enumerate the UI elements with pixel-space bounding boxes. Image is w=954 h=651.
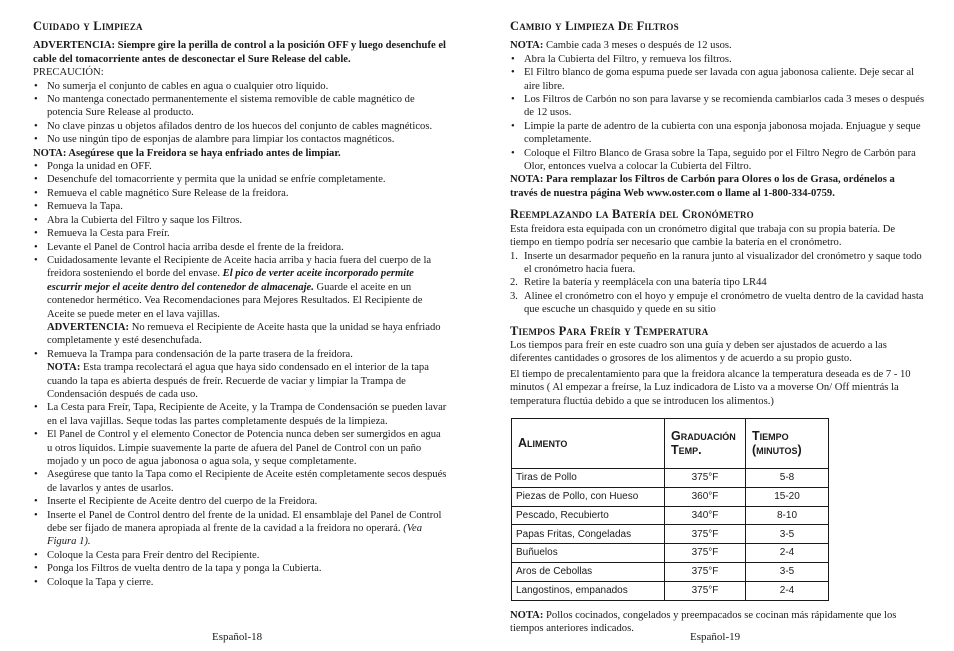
end-note-text: Pollos cocinados, congelados y preempacados se cocinan más rápidamente que los tiempos anteriores indicados. xyxy=(510,609,897,634)
time-cell: 15-20 xyxy=(746,487,829,506)
list-item: • No sumerja el conjunto de cables en agua o cualquier otro líquido. xyxy=(33,80,448,93)
time-cell: 8-10 xyxy=(746,506,829,525)
right-page xyxy=(510,20,925,635)
list-item: • Coloque el Filtro Blanco de Grasa sobre la Tapa, seguido por el Filtro Negro de Carbón para Olor, entonces vuelva a colocar la Cubierta del Filtro. xyxy=(510,147,925,174)
list-item: • Los Filtros de Carbón no son para lavarse y se recomienda cambiarlos cada 3 meses o después de 12 usos. xyxy=(510,93,925,120)
list-item xyxy=(510,290,925,317)
table-row xyxy=(512,487,829,506)
times-paragraph-2: El tiempo de precalentamiento para que la freidora alcance la temperatura deseada es de 7 - 10 minutos ( Al empezar a freírse, la Luz indicadora de Listo va a moverse On/ Off mientrás la temperatura fluctúa debido a que se introducen los alimentos.) xyxy=(510,368,911,407)
list-item-oil-container xyxy=(33,254,448,348)
header-time: Tiempo (minutos) xyxy=(746,418,829,468)
time-cell: 3-5 xyxy=(746,525,829,544)
temp-cell: 375°F xyxy=(665,562,746,581)
battery-title: Reemplazando la Batería del Cronómetro xyxy=(510,207,754,222)
step-text: Alinee el cronómetro con el hoyo y empuje el cronómetro de vuelta dentro de la cavidad hasta que escuche un chasquido y quede en su sitio xyxy=(524,290,924,316)
food-cell: Buñuelos xyxy=(512,544,665,563)
list-item: • Inserte el Recipiente de Aceite dentro del cuerpo de la Freidora. xyxy=(33,495,448,508)
cleaning-steps xyxy=(33,160,448,589)
list-item: • La Cesta para Freír, Tapa, Recipiente de Aceite, y la Trampa de Condensación se pueden lavar en el lava vajillas. Seque todas las partes completamente después de la limpieza. xyxy=(33,401,448,428)
list-item xyxy=(510,250,925,277)
list-item: • Ponga los Filtros de vuelta dentro de la tapa y ponga la Cubierta. xyxy=(33,562,448,575)
list-item: • Coloque la Cesta para Freír dentro del Recipiente. xyxy=(33,549,448,562)
frying-table xyxy=(511,418,829,601)
filters-note-label: NOTA: xyxy=(510,40,544,52)
trap-note-label: NOTA: xyxy=(47,362,81,374)
food-cell: Aros de Cebollas xyxy=(512,562,665,581)
temp-cell: 375°F xyxy=(665,581,746,600)
food-cell: Langostinos, empanados xyxy=(512,581,665,600)
care-title: Cuidado y Limpieza xyxy=(33,19,143,33)
oil-spout-emphasis: El pico de verter aceite incorporado permite escurrir mejor el aceite dentro del contenedor de almacenaje. xyxy=(47,268,414,293)
food-cell: Tiras de Pollo xyxy=(512,468,665,487)
table-header-row xyxy=(512,418,829,468)
list-item: • Asegúrese que tanto la Tapa como el Recipiente de Aceite estén completamente secos después de lavarlos y antes de usarlos. xyxy=(33,468,448,495)
times-title: Tiempos Para Freír y Temperatura xyxy=(510,323,709,338)
table-row xyxy=(512,468,829,487)
list-item xyxy=(510,276,925,289)
step-number: 3. xyxy=(510,290,518,302)
table-row xyxy=(512,562,829,581)
cool-note: NOTA: Asegúrese que la Freidora se haya enfriado antes de limpiar. xyxy=(33,147,341,159)
list-item-condensation-trap xyxy=(33,348,448,402)
battery-intro: Esta freidora esta equipada con un cronómetro digital que trabaja con su propia batería. De tiempo en tiempo podría ser necesario que cambie la batería en el cronómetro. xyxy=(510,223,896,249)
list-item: • No clave pinzas u objetos afilados dentro de los huecos del conjunto de cables magnéticos. xyxy=(33,120,448,133)
filters-title: Cambio y Limpieza De Filtros xyxy=(510,19,679,33)
food-cell: Papas Fritas, Congeladas xyxy=(512,525,665,544)
list-item: • Levante el Panel de Control hacia arriba desde el frente de la freidora. xyxy=(33,241,448,254)
figure-reference: (Vea Figura 1). xyxy=(47,523,423,548)
temp-cell: 375°F xyxy=(665,525,746,544)
left-page xyxy=(33,20,448,589)
warning-block: ADVERTENCIA: Siempre gire la perilla de control a la posición OFF y luego desenchufe el cable del tomacorriente antes de desconectar el Sure Release del cable. xyxy=(33,40,446,65)
list-item: • Remueva el cable magnético Sure Release de la freidora. xyxy=(33,187,448,200)
trap-text: Remueva la Trampa para condensación de la parte trasera de la freidora. xyxy=(47,348,353,360)
panel-text: Inserte el Panel de Control dentro del frente de la unidad. El ensamblaje del Panel de Control debe ser fijado de manera apropiada al frente de la cavidad a la freidora no operará. xyxy=(47,509,442,535)
list-item: • Remueva la Cesta para Freír. xyxy=(33,227,448,240)
temp-cell: 340°F xyxy=(665,506,746,525)
step-number: 2. xyxy=(510,277,518,289)
list-item: • El Filtro blanco de goma espuma puede ser lavada con agua jabonosa caliente. Deje secar al aire libre. xyxy=(510,66,925,93)
list-item: • Coloque la Tapa y cierre. xyxy=(33,576,448,589)
table-row xyxy=(512,525,829,544)
list-item: • Abra la Cubierta del Filtro, y remueva los filtros. xyxy=(510,53,925,66)
oil-warning-text: No remueva el Recipiente de Aceite hasta que la unidad se haya enfriado completamente y esté desenchufada. xyxy=(47,321,441,347)
times-paragraph-1: Los tiempos para freír en este cuadro son una guía y deben ser ajustados de acuerdo a las diferentes cantidades o grosores de los alimentos y de acuerdo a su propio gusto. xyxy=(510,339,887,365)
table-row xyxy=(512,506,829,525)
list-item: • Abra la Cubierta del Filtro y saque los Filtros. xyxy=(33,214,448,227)
list-item: • El Panel de Control y el elemento Conector de Potencia nunca deben ser sumergidos en agua u otros líquidos. Limpie suavemente la parte de afuera del Panel de Control con un paño mojado y un poco de agua jabonosa o agua sola, y seque completamente. xyxy=(33,428,448,468)
header-food: Alimento xyxy=(512,418,665,468)
list-item: • Remueva la Tapa. xyxy=(33,200,448,213)
table-row xyxy=(512,544,829,563)
temp-cell: 375°F xyxy=(665,468,746,487)
oil-text-1: Cuidadosamente levante el Recipiente de Aceite hacia arriba y hacia fuera del cuerpo de la freidora sosteniendo el borde del envase. xyxy=(47,254,432,280)
trap-note-text: Esta trampa recolectará el agua que haya sido condensado en el interior de la tapa cuando la tapa es abierta después de freír. Recuerde de vaciar y limpiar la Trampa de Condensación después de cada uso. xyxy=(47,362,429,400)
page-number-left: Español-18 xyxy=(212,631,263,643)
list-item-control-panel xyxy=(33,509,448,549)
table-row xyxy=(512,581,829,600)
precaution-label: PRECAUCIÓN: xyxy=(33,67,104,79)
oil-warning-label: ADVERTENCIA: xyxy=(47,321,130,333)
list-item: • Ponga la unidad en OFF. xyxy=(33,160,448,173)
precaution-list xyxy=(33,80,448,147)
list-item: • No mantenga conectado permanentemente el sistema removible de cable magnético de potencia Sure Release al producto. xyxy=(33,93,448,120)
food-cell: Piezas de Pollo, con Hueso xyxy=(512,487,665,506)
step-text: Inserte un desarmador pequeño en la ranura junto al visualizador del cronómetro y saque todo el cronómetro hacia fuera. xyxy=(524,250,922,275)
filters-list xyxy=(510,53,925,174)
page-number-right: Español-19 xyxy=(690,631,741,643)
filters-order-note: NOTA: Para remplazar los Filtros de Carbón para Olores o los de Grasa, ordénelos a través de nuestra página Web www.oster.com o llame al 1-800-334-0759. xyxy=(510,174,895,199)
oil-text-2: Guarde el aceite en un contenedor hermético. Vea Recomendaciones para Mejores Resultados. El Recipiente de Aceite se puede meter en el lava vajillas. xyxy=(47,281,423,320)
list-item: • No use ningún tipo de esponjas de alambre para limpiar los contactos magnéticos. xyxy=(33,133,448,146)
filters-note xyxy=(510,39,925,52)
time-cell: 2-4 xyxy=(746,544,829,563)
step-number: 1. xyxy=(510,250,518,262)
battery-steps xyxy=(510,250,925,317)
filters-note-text: Cambie cada 3 meses o después de 12 usos. xyxy=(546,40,732,52)
end-note-label: NOTA: xyxy=(510,609,544,621)
list-item: • Desenchufe del tomacorriente y permita que la unidad se enfríe completamente. xyxy=(33,173,448,186)
list-item: • Limpie la parte de adentro de la cubierta con una esponja jabonosa mojada. Enjuague y seque completamente. xyxy=(510,120,925,147)
step-text: Retire la batería y reemplácela con una batería tipo LR44 xyxy=(524,277,767,289)
header-temp: Graduación Temp. xyxy=(665,418,746,468)
time-cell: 2-4 xyxy=(746,581,829,600)
food-cell: Pescado, Recubierto xyxy=(512,506,665,525)
temp-cell: 375°F xyxy=(665,544,746,563)
time-cell: 5-8 xyxy=(746,468,829,487)
time-cell: 3-5 xyxy=(746,562,829,581)
temp-cell: 360°F xyxy=(665,487,746,506)
